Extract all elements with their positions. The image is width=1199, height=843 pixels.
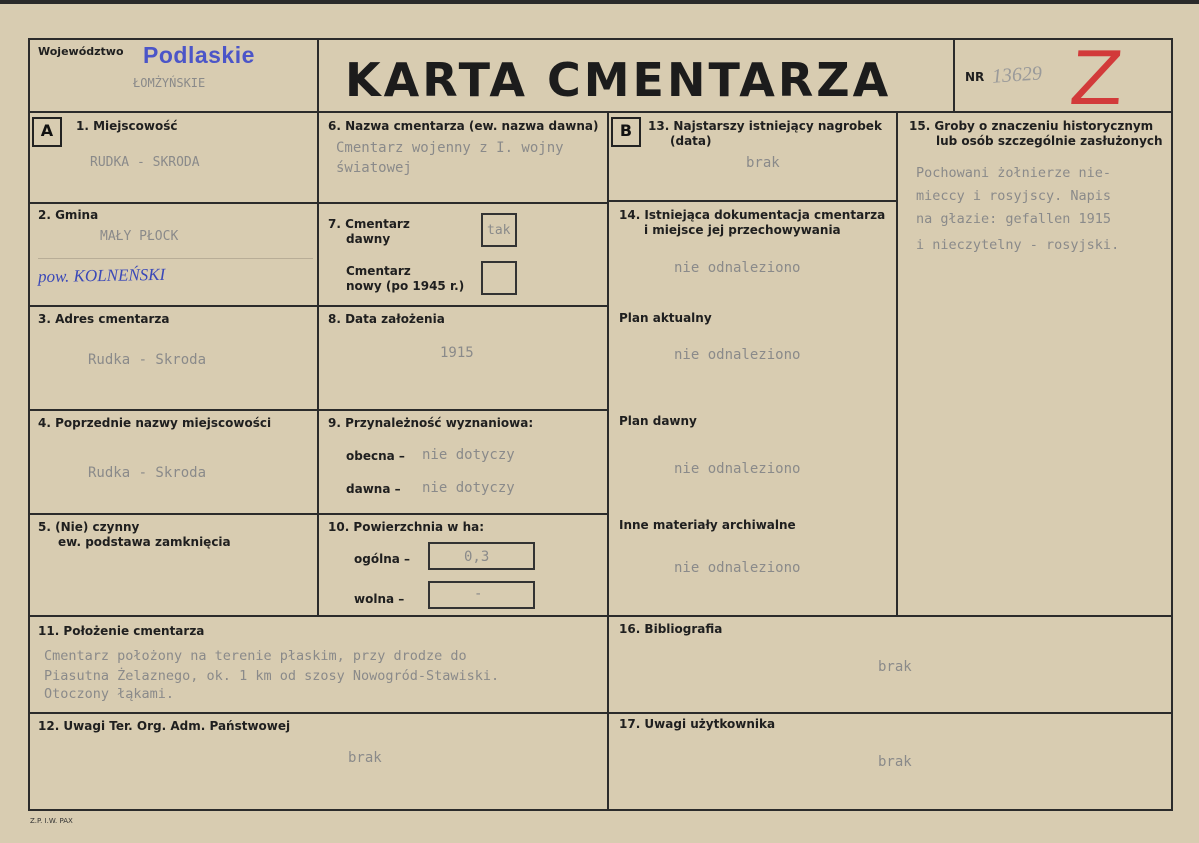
obecna-label: obecna – <box>346 449 405 463</box>
dokumentacja-sublabel: i miejsce jej przechowywania <box>644 223 841 237</box>
nowy-checkbox[interactable] <box>481 261 517 295</box>
nagrobek-sublabel: (data) <box>670 134 712 148</box>
frame-left <box>28 38 30 811</box>
top-edge <box>0 0 1199 4</box>
wolna-field[interactable] <box>428 581 535 609</box>
dawny-checkbox[interactable] <box>481 213 517 247</box>
dawny-checkbox-value: tak <box>487 223 511 238</box>
nazwa-value-line1: Cmentarz wojenny z I. wojny <box>336 140 564 156</box>
wolna-value: - <box>474 586 483 602</box>
ogolna-value: 0,3 <box>464 549 490 565</box>
nowy-label: Cmentarz <box>346 264 411 278</box>
uwagi-uzytkownika-label: 17. Uwagi użytkownika <box>619 717 776 731</box>
frame-top <box>28 38 1173 40</box>
nagrobek-value: brak <box>746 155 780 171</box>
powierzchnia-label: 10. Powierzchnia w ha: <box>328 520 485 534</box>
wojewodztwo-old-value: ŁOMŻYŃSKIE <box>133 76 206 90</box>
groby-value-line2: mieccy i rosyjscy. Napis <box>916 188 1112 204</box>
adres-label: 3. Adres cmentarza <box>38 312 170 326</box>
groby-value-line3: na głazie: gefallen 1915 <box>916 211 1112 227</box>
row-line-3 <box>28 409 609 411</box>
powiat-handwritten-note: pow. KOLNEŃSKI <box>37 264 166 287</box>
groby-value-line4: i nieczytelny - rosyjski. <box>916 237 1120 253</box>
uwagi-uzytkownika-value: brak <box>878 754 912 770</box>
poprzednie-value: Rudka - Skroda <box>88 465 207 481</box>
data-zalozenia-label: 8. Data założenia <box>328 312 445 326</box>
dawny-label: 7. Cmentarz <box>328 217 410 231</box>
dawny-sublabel: dawny <box>346 232 391 246</box>
groby-sublabel: lub osób szczególnie zasłużonych <box>936 134 1163 148</box>
groby-label: 15. Groby o znaczeniu historycznym <box>909 119 1154 133</box>
inne-materialy-label: Inne materiały archiwalne <box>619 518 796 532</box>
col-divider-mid <box>607 111 609 811</box>
nagrobek-label: 13. Najstarszy istniejący nagrobek <box>648 119 882 133</box>
czynny-label: 5. (Nie) czynny <box>38 520 140 534</box>
page-title: KARTA CMENTARZA <box>345 53 892 107</box>
nr-label: NR <box>965 70 985 84</box>
ogolna-label: ogólna – <box>354 552 411 566</box>
bibliografia-label: 16. Bibliografia <box>619 622 723 636</box>
miejscowosc-label: 1. Miejscowość <box>76 119 178 133</box>
row-line-b1 <box>607 200 898 202</box>
data-zalozenia-value: 1915 <box>440 345 474 361</box>
nazwa-value-line2: światowej <box>336 160 412 176</box>
nowy-sublabel: nowy (po 1945 r.) <box>346 279 465 293</box>
row-line-1 <box>28 202 609 204</box>
row-line-2 <box>28 305 609 307</box>
header-divider-2 <box>953 38 955 112</box>
polozenie-value-line3: Otoczony łąkami. <box>44 686 175 702</box>
header-divider-1 <box>317 38 319 112</box>
miejscowosc-value: RUDKA - SKRODA <box>90 155 200 170</box>
dokumentacja-label: 14. Istniejąca dokumentacja cmentarza <box>619 208 886 222</box>
polozenie-label: 11. Położenie cmentarza <box>38 624 205 638</box>
printer-mark: Z.P. I.W. PAX <box>30 817 73 825</box>
row-line-4 <box>28 513 609 515</box>
nazwa-label: 6. Nazwa cmentarza (ew. nazwa dawna) <box>328 119 599 133</box>
z-mark: Z <box>1067 33 1127 121</box>
plan-aktualny-label: Plan aktualny <box>619 311 712 325</box>
wyznanie-label: 9. Przynależność wyznaniowa: <box>328 416 534 430</box>
header-bottom-line <box>28 111 1173 113</box>
wolna-label: wolna – <box>354 592 405 606</box>
row-line-bottom-1 <box>28 615 1173 617</box>
polozenie-value-line1: Cmentarz położony na terenie płaskim, przy drodze do <box>44 648 467 664</box>
inne-materialy-value: nie odnaleziono <box>674 560 801 576</box>
wojewodztwo-stamp: Podlaskie <box>143 42 255 68</box>
obecna-value: nie dotyczy <box>422 447 515 463</box>
frame-right <box>1171 38 1173 811</box>
dawna-value: nie dotyczy <box>422 480 515 496</box>
col-divider-a <box>317 111 319 616</box>
col-divider-b <box>896 111 898 616</box>
section-b-badge: B <box>611 117 641 147</box>
plan-dawny-value: nie odnaleziono <box>674 461 801 477</box>
uwagi-ter-label: 12. Uwagi Ter. Org. Adm. Państwowej <box>38 719 291 733</box>
bibliografia-value: brak <box>878 659 912 675</box>
wojewodztwo-label: Województwo <box>38 45 124 58</box>
frame-bottom <box>28 809 1173 811</box>
section-a-badge: A <box>32 117 62 147</box>
plan-dawny-label: Plan dawny <box>619 414 697 428</box>
dawna-label: dawna – <box>346 482 401 496</box>
gmina-label: 2. Gmina <box>38 208 99 222</box>
gmina-value: MAŁY PŁOCK <box>100 229 179 244</box>
uwagi-ter-value: brak <box>348 750 382 766</box>
dokumentacja-value: nie odnaleziono <box>674 260 801 276</box>
row-line-bottom-2 <box>28 712 1173 714</box>
poprzednie-label: 4. Poprzednie nazwy miejscowości <box>38 416 272 430</box>
polozenie-value-line2: Piasutna Żelaznego, ok. 1 km od szosy Nowogród-Stawiski. <box>44 668 500 684</box>
czynny-sublabel: ew. podstawa zamknięcia <box>58 535 231 549</box>
plan-aktualny-value: nie odnaleziono <box>674 347 801 363</box>
gmina-separator <box>38 258 313 259</box>
groby-value-line1: Pochowani żołnierze nie- <box>916 165 1112 181</box>
nr-value: 13629 <box>991 62 1043 88</box>
adres-value: Rudka - Skroda <box>88 352 207 368</box>
ogolna-field[interactable] <box>428 542 535 570</box>
